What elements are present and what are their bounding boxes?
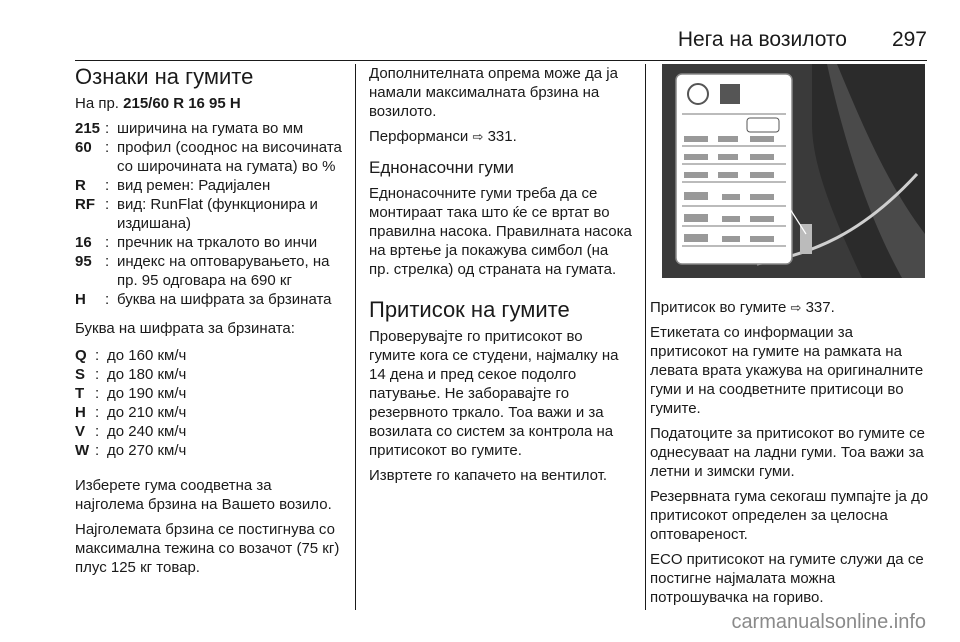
term-desc: до 160 км/ч [107, 347, 187, 364]
tire-code-list [75, 119, 343, 309]
list-item [75, 138, 343, 176]
list-item [75, 195, 343, 233]
paragraph: Извртете го капачето на вентилот. [369, 467, 608, 484]
term: 215 [75, 120, 101, 137]
cross-reference [650, 298, 930, 317]
paragraph: Податоците за притисокот во гумите се однесуваат на ладни гуми. Тоа важи за летни и зимски гуми. [650, 425, 925, 480]
ref-label: Перформанси [369, 128, 469, 145]
example-line [75, 94, 343, 113]
subheading-directional-tires: Еднонасочни гуми [369, 158, 514, 177]
term: W [75, 442, 90, 459]
separator: : [95, 423, 100, 440]
list-item [75, 441, 343, 460]
term: 16 [75, 234, 92, 251]
term: H [75, 404, 86, 421]
separator: : [95, 442, 100, 459]
term: R [75, 177, 86, 194]
paragraph: Изберете гума соодветна за најголема брзина на Вашето возило. [75, 477, 332, 513]
column-divider [355, 64, 356, 610]
term-desc: индекс на оптоварувањето, на пр. 95 одговара на 690 кг [117, 253, 330, 289]
list-item [75, 176, 343, 195]
ref-label: Притисок во гумите [650, 299, 787, 316]
list-item [75, 119, 343, 138]
term-desc: ширичина на гумата во мм [117, 120, 304, 137]
paragraph: Проверувајте го притисокот во гумите кога се студени, најмалку на 14 дена и пред секое подолго патување. Не заборавајте го резервното тркало. Тоа важи и за возилата со систем за контрола на притисокот во гумите. [369, 328, 619, 459]
term: H [75, 291, 86, 308]
list-item [75, 384, 343, 403]
list-item [75, 290, 343, 309]
term: RF [75, 196, 95, 213]
section-title-tire-pressure: Притисок на гумите [369, 297, 570, 322]
example-code: 215/60 R 16 95 H [123, 95, 241, 112]
term: V [75, 423, 86, 440]
column-divider [645, 64, 646, 610]
column-2 [369, 64, 633, 491]
list-item [75, 403, 343, 422]
speed-intro: Буква на шифрата за брзината: [75, 320, 295, 337]
separator: : [95, 366, 100, 383]
term: Q [75, 347, 87, 364]
paragraph: Дополнителната опрема може да ја намали максималната брзина на возилото. [369, 65, 618, 120]
example-prefix: На пр. [75, 95, 119, 112]
section-title-tire-markings: Ознаки на гумите [75, 64, 254, 89]
page-ref-arrow-icon: ⇨ [472, 129, 484, 144]
term-desc: профил (соодноc на височината со широчината на гумата) во % [117, 139, 342, 175]
term: T [75, 385, 85, 402]
list-item [75, 422, 343, 441]
page-number: 297 [891, 28, 927, 51]
term-desc: вид: RunFlat (функционира и издишана) [117, 196, 318, 232]
term: 95 [75, 253, 92, 270]
separator: : [95, 385, 100, 402]
separator: : [105, 196, 110, 213]
separator: : [105, 234, 110, 251]
term-desc: до 240 км/ч [107, 423, 187, 440]
door-frame-label-illustration [662, 64, 925, 278]
page-header [75, 26, 927, 61]
speed-code-list [75, 346, 343, 460]
paragraph: Резервната гума секогаш пумпајте ја до притисокот определен за целосна оптовареност. [650, 488, 929, 543]
separator: : [95, 404, 100, 421]
header-title: Нега на возилото [677, 28, 847, 51]
list-item [75, 233, 343, 252]
separator: : [105, 120, 110, 137]
paragraph: Најголемата брзина се постигнува со максимална тежина со возачот (75 кг) плус 125 кг товар. [75, 521, 340, 576]
watermark: carmanualsonline.info [731, 611, 926, 633]
term-desc: буква на шифрата за брзината [117, 291, 332, 308]
separator: : [105, 139, 110, 156]
term-desc: до 190 км/ч [107, 385, 187, 402]
term-desc: вид ремен: Радијален [117, 177, 271, 194]
list-item [75, 252, 343, 290]
term-desc: до 270 км/ч [107, 442, 187, 459]
separator: : [105, 253, 110, 270]
page-ref-arrow-icon: ⇨ [790, 300, 802, 315]
term-desc: пречник на тркалото во инчи [117, 234, 318, 251]
term: 60 [75, 139, 92, 156]
list-item [75, 346, 343, 365]
tire-pressure-label-photo [662, 64, 925, 278]
ref-page: 337. [805, 299, 835, 316]
list-item [75, 365, 343, 384]
column-1 [75, 64, 343, 583]
paragraph: Еднонасочните гуми треба да се монтираат така што ќе се вртат во правилна насока. Правилната насока на вртење ја покажува симбол (на пр. стрелка) од страната на гумата. [369, 185, 632, 278]
term-desc: до 210 км/ч [107, 404, 187, 421]
paragraph: Етикетата со информации за притисокот на гумите на рамката на левата врата укажува на оригиналните гуми и на соодветните притисоци во гумите. [650, 324, 924, 417]
separator: : [105, 177, 110, 194]
paragraph: ECO притисокот на гумите служи да се постигне најмалата можна потрошувачка на гориво. [650, 551, 924, 606]
cross-reference [369, 127, 633, 146]
term: S [75, 366, 86, 383]
ref-page: 331. [487, 128, 517, 145]
separator: : [95, 347, 100, 364]
column-3 [650, 64, 930, 613]
separator: : [105, 291, 110, 308]
term-desc: до 180 км/ч [107, 366, 187, 383]
